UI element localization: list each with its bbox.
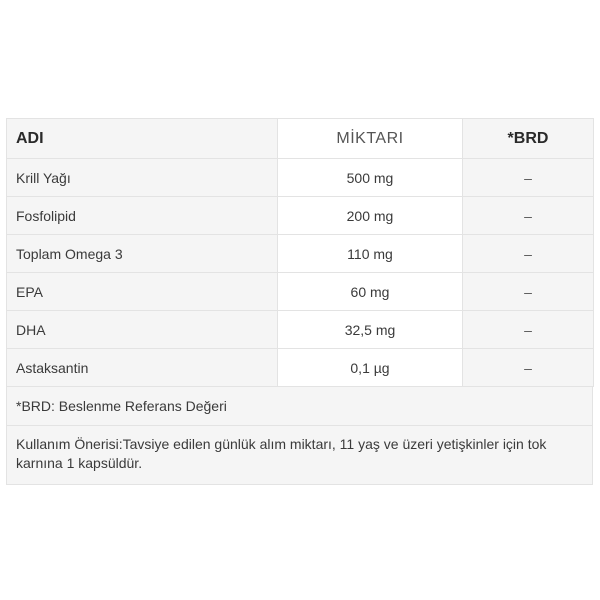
header-brd: *BRD: [463, 119, 594, 159]
row-brd: –: [463, 159, 594, 197]
row-amount: 500 mg: [278, 159, 463, 197]
row-amount: 200 mg: [278, 197, 463, 235]
row-amount: 0,1 µg: [278, 349, 463, 387]
table-row: [7, 197, 594, 235]
table-row: [7, 273, 594, 311]
row-brd: –: [463, 235, 594, 273]
row-name: Krill Yağı: [7, 159, 278, 197]
row-name: EPA: [7, 273, 278, 311]
row-name: DHA: [7, 311, 278, 349]
usage-recommendation: Kullanım Önerisi:Tavsiye edilen günlük alım miktarı, 11 yaş ve üzeri yetişkinler için tok karnına 1 kapsüldür.: [6, 426, 593, 485]
row-brd: –: [463, 349, 594, 387]
table-row: [7, 159, 594, 197]
table-header-row: [7, 119, 594, 159]
table-row: [7, 311, 594, 349]
row-amount: 60 mg: [278, 273, 463, 311]
table-row: [7, 349, 594, 387]
row-name: Astaksantin: [7, 349, 278, 387]
row-brd: –: [463, 273, 594, 311]
header-name: ADI: [7, 119, 278, 159]
nutrition-table: [6, 118, 594, 387]
brd-footnote: *BRD: Beslenme Referans Değeri: [6, 387, 593, 426]
row-brd: –: [463, 311, 594, 349]
row-amount: 110 mg: [278, 235, 463, 273]
header-amount: MİKTARI: [278, 119, 463, 159]
table-row: [7, 235, 594, 273]
row-brd: –: [463, 197, 594, 235]
nutrition-panel: [6, 118, 593, 485]
row-name: Toplam Omega 3: [7, 235, 278, 273]
row-amount: 32,5 mg: [278, 311, 463, 349]
row-name: Fosfolipid: [7, 197, 278, 235]
